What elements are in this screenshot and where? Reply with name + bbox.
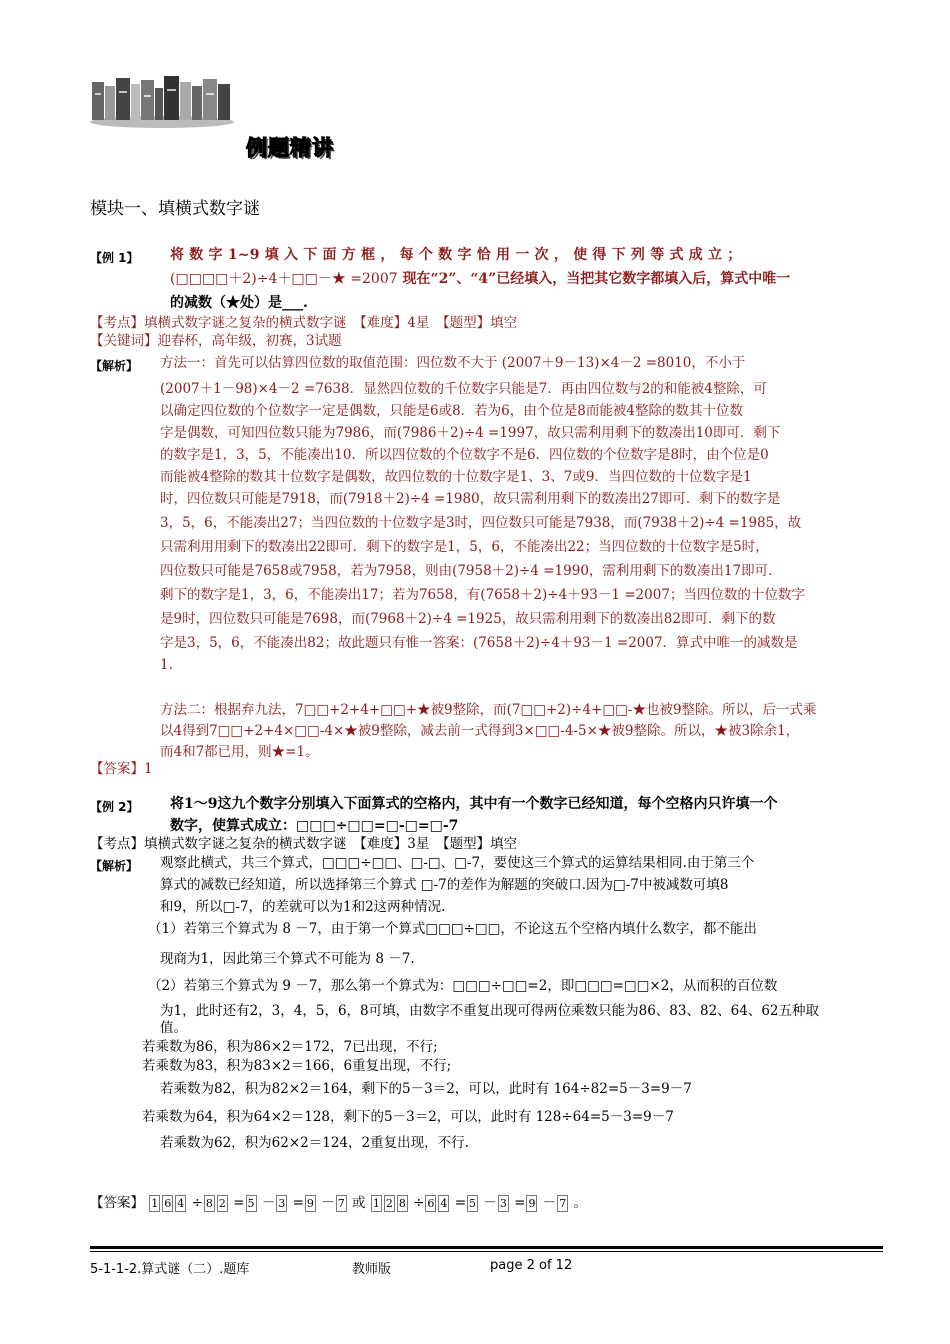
example1-question-line3: 的减数（★处）是___. — [170, 295, 308, 311]
solution-line: 1. — [160, 657, 173, 673]
answer-digit-box: 4 — [177, 1197, 185, 1210]
case1-line1: （1）若第三个算式为 8 －7，由于第一个算式□□□÷□□，不论这五个空格内填什么数字，都不能出 — [148, 921, 757, 937]
example1-question-line1: 将 数 字 1~9 填 入 下 面 方 框 ， 每 个 数 字 恰 用 一 次 ， 使 得 下 列 等 式 成 立 ； — [170, 247, 742, 263]
answer-digit-box: 8 — [205, 1197, 213, 1210]
answer-expression-1 — [148, 1195, 352, 1211]
solution-line: (2007＋1－98)×4－2 =7638．显然四位数的千位数字只能是7．再由四位数与2的和能被4整除，可 — [160, 381, 767, 397]
footer-edition: 教师版 — [352, 1262, 392, 1277]
answer-or: 或 — [352, 1195, 366, 1211]
answer-digit-box: 7 — [337, 1197, 345, 1210]
example2-tag: 【例 2】 — [90, 800, 139, 814]
solution-line: 3，5，6，不能凑出27；当四位数的十位数字是3时，四位数只可能是7938，而(7938＋2)÷4 =1985，故 — [160, 515, 802, 531]
method2-line: 而4和7都已用，则★=1。 — [160, 744, 319, 760]
answer-digit-box: 5 — [469, 1197, 477, 1210]
case1-line2: 现商为1，因此第三个算式不可能为 8 －7. — [160, 951, 415, 967]
section-title: 例题精讲 — [246, 136, 334, 160]
solution-line: 剩下的数字是1，3，6，不能凑出17；若为7658，有(7658＋2)÷4＋93－1 =2007；当四位数的十位数字 — [160, 587, 805, 603]
solution-line: 是9时，四位数只可能是7698，而(7968＋2)÷4 =1925，故只需利用剩下的数凑出82即可．剩下的数 — [160, 611, 776, 627]
solution-line: 只需利用用剩下的数凑出22即可．剩下的数字是1，5，6，不能凑出22；当四位数的十位数字是5时， — [160, 539, 769, 555]
example1-method2 — [160, 700, 884, 763]
solution-line: 字是偶数，可知四位数只能为7986，而(7986＋2)÷4 =1997，故只需利用剩下的数凑出10即可．剩下 — [160, 425, 781, 441]
example2-jiexi-tag: 【解析】 — [90, 859, 139, 873]
footer-rule-thin — [90, 1251, 883, 1252]
example1-formula: (□□□□＋2)÷4＋□□－★ =2007 — [170, 271, 398, 287]
try-line: 若乘数为64，积为64×2＝128，剩下的5－3＝2，可以，此时有 128÷64=5－3=9－7 — [142, 1109, 674, 1125]
example1-kaodian: 【考点】填横式数字谜之复杂的横式数字谜 【难度】4星 【题型】填空 — [90, 315, 518, 331]
solution-line: 方法一：首先可以估算四位数的取值范围：四位数不大于 (2007＋9－13)×4－2 =8010，不小于 — [160, 355, 746, 371]
case2-line1: （2）若第三个算式为 9 －7，那么第一个算式为：□□□÷□□=2，即□□□=□□×2，从而积的百位数 — [148, 978, 778, 994]
divide-sign: ÷ — [191, 1195, 203, 1211]
case2-line2: 为1，此时还有2，3，4，5，6，8可填，由数字不重复出现可得两位乘数只能为86、83、82、64、62五种取 — [160, 1003, 820, 1019]
answer-end: 。 — [573, 1195, 588, 1211]
example1-tag: 【例 1】 — [90, 251, 139, 265]
analysis-line: 和9，所以□-7，的差就可以为1和2这两种情况. — [160, 899, 446, 915]
example1-question-line2 — [170, 268, 790, 290]
answer-digit-box: 1 — [151, 1197, 159, 1210]
example2-question-line1: 将1～9这九个数字分别填入下面算式的空格内，其中有一个数字已经知道，每个空格内只许填一个 — [170, 796, 778, 812]
case2-line3: 值。 — [160, 1020, 187, 1036]
solution-line: 而能被4整除的数其十位数字是偶数，故四位数的十位数字是1、3、7或9．当四位数的十位数字是1 — [160, 469, 752, 485]
example2-answer — [90, 1190, 587, 1216]
answer-digit-box: 3 — [278, 1197, 286, 1210]
example1-question-text: 现在“2”、“4”已经填入，当把其它数字都填入后，算式中唯一 — [402, 271, 791, 287]
answer-digit-box: 5 — [247, 1197, 255, 1210]
answer-digit-box: 8 — [398, 1197, 406, 1210]
answer-digit-box: 6 — [427, 1197, 435, 1210]
equals-sign: = — [454, 1195, 467, 1211]
answer-digit-box: 7 — [559, 1197, 567, 1210]
answer-digit-box: 9 — [528, 1197, 536, 1210]
footer-page-number: page 2 of 12 — [490, 1258, 573, 1273]
answer-label: 【答案】 — [90, 1195, 144, 1211]
example1-answer: 【答案】1 — [90, 761, 153, 777]
answer-digit-box: 9 — [306, 1197, 314, 1210]
method2-line: 方法二：根据弃九法，7□□+2+4+□□+★被9整除，而(7□□+2)÷4+□□-★也被9整除。所以，后一式乘 — [160, 702, 817, 718]
example1-keywords: 【关键词】迎春杯，高年级，初赛，3试题 — [90, 333, 342, 349]
try-line: 若乘数为83，积为83×2＝166，6重复出现，不行; — [142, 1058, 452, 1074]
solution-line: 时，四位数只可能是7918，而(7918＋2)÷4 =1980，故只需利用剩下的数凑出27即可．剩下的数字是 — [160, 491, 781, 507]
footer-rule — [90, 1246, 883, 1249]
solution-line: 的数字是1，3，5，不能凑出10．所以四位数的个位数字不是6．四位数的个位数字是8时，由个位是0 — [160, 447, 769, 463]
solution-line: 以确定四位数的个位数字一定是偶数，只能是6或8．若为6，由个位是8而能被4整除的数其十位数 — [160, 403, 743, 419]
equals-sign: = — [292, 1195, 304, 1211]
analysis-line: 观察此横式，共三个算式，□□□÷□□、□-□、□-7，要使这三个算式的运算结果相同.由于第三个 — [160, 855, 755, 871]
try-line: 若乘数为62，积为62×2＝124，2重复出现，不行. — [160, 1135, 469, 1151]
answer-expression-2 — [370, 1195, 574, 1211]
module-title: 模块一、填横式数字谜 — [90, 199, 260, 219]
footer-doc-name: 5-1-1-2.算式谜（二）.题库 — [90, 1262, 250, 1277]
answer-digit-box: 3 — [499, 1197, 507, 1210]
example2-kaodian: 【考点】填横式数字谜之复杂的横式数字谜 【难度】3星 【题型】填空 — [90, 836, 518, 852]
equals-sign: = — [514, 1195, 526, 1211]
example1-jiexi-tag: 【解析】 — [90, 359, 139, 373]
minus-sign: － — [483, 1195, 497, 1211]
minus-sign: － — [261, 1195, 276, 1211]
method2-line: 以4得到7□□+2+4×□□-4×★被9整除，减去前一式得到3×□□-4-5×★被9整除。所以，★被3除余1， — [160, 723, 800, 739]
solution-line: 四位数只可能是7658或7958，若为7958，则由(7958＋2)÷4 =1990，需利用剩下的数凑出17即可． — [160, 563, 782, 579]
divide-sign: ÷ — [413, 1195, 425, 1211]
answer-digit-box: 6 — [164, 1197, 172, 1210]
try-line: 若乘数为86，积为86×2＝172，7已出现，不行; — [142, 1039, 438, 1055]
answer-digit-box: 2 — [218, 1197, 226, 1210]
answer-digit-box: 1 — [372, 1197, 380, 1210]
answer-digit-box: 4 — [440, 1197, 448, 1210]
minus-sign: － — [321, 1195, 335, 1211]
example2-question-line2: 数字，使算式成立：□□□÷□□=□-□=□-7 — [170, 818, 459, 834]
analysis-line: 算式的减数已经知道，所以选择第三个算式 □-7的差作为解题的突破口.因为□-7中被减数可填8 — [160, 877, 729, 893]
minus-sign: － — [542, 1195, 557, 1211]
example1-solution — [160, 352, 884, 676]
books-banner-icon — [90, 72, 235, 128]
equals-sign: = — [233, 1195, 245, 1211]
solution-line: 字是3，5，6，不能凑出82；故此题只有惟一答案：(7658＋2)÷4＋93－1 =2007．算式中唯一的减数是 — [160, 635, 798, 651]
try-line: 若乘数为82，积为82×2＝164，剩下的5－3＝2，可以，此时有 164÷82=5－3=9－7 — [160, 1081, 692, 1097]
example2-analysis — [160, 852, 884, 918]
answer-digit-box: 2 — [385, 1197, 393, 1210]
